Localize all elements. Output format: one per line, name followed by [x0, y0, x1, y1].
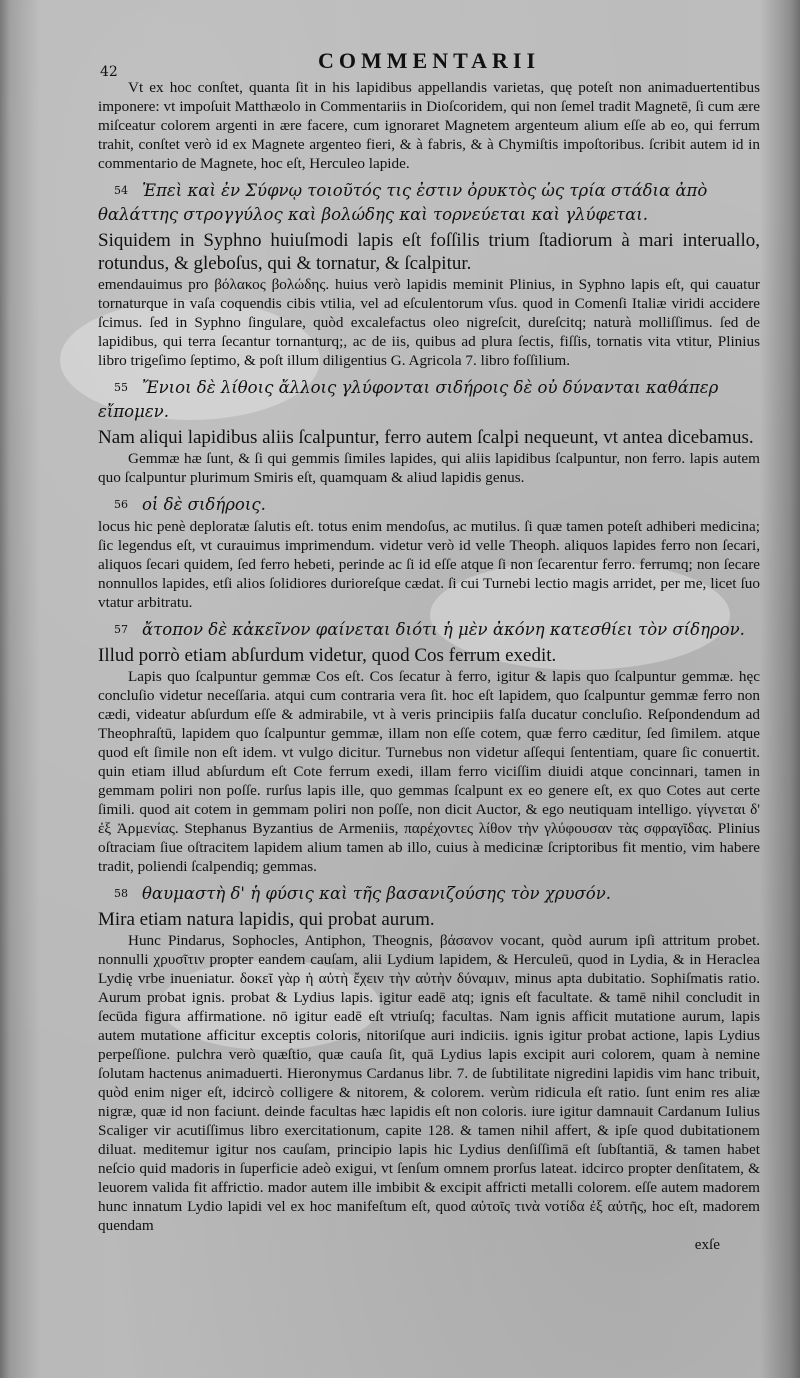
commentary-paragraph: Lapis quo ſcalpuntur gemmæ Cos eſt. Cos ſecatur à ferro, igitur & lapis quo ſcalpuntur gemmæ. hęc concluſio videtur neceſſaria. atqui cum contraria vera ſit. hoc eſt lapidem, quo ſcalpuntur gemmæ ferro non cædi, videatur abſurdum eſſe & admirabile, vt à veris principiis falſa ducatur concluſio. Reſpondendum ad Theophraſtū, lapidem quo ſcalpuntur gemmæ, illam non eſſe cotem, quæ ferro cæditur, ſed ſimilem. atque quod eſt ſimile non eſt idem. vt vulgo dicitur. Turnebus non videtur aſſequi ſententiam, quare ſic conuertit. quin etiam illud abſurdum eſt Cote ferrum exedi, illam ferro viciſſim diuidi atque concinnari, tamen in gemmam poliri non poſſe. rurſus lapis ille, quo gemmas ſcalpunt ex eo genere eſt, ex quo Cotes aut certe ſimili. quod ait cotem in gemmam poliri non poſſe, non dicit Auctor, & ego neutiquam intelligo. γίγνεται δ' ἐξ Ἀρμενίας. Stephanus Byzantius de Armeniis, παρέχοντες λίθον τὴν γλύφουσαν τὰς σφραγῖδας. Plinius oſtraciam ſiue oſtracitem lapidem alium tamen ab illo, cuius à medicinæ ſcriptoribus fit mentio, vim habere tradit, poliendi ſcalpendiq; gemmas.	[98, 668, 760, 875]
note-number: 56	[114, 498, 128, 511]
running-head: COMMENTARII	[317, 48, 541, 73]
commentary-paragraph: emendauimus pro βόλακος βολώδης. huius verò lapidis meminit Plinius, in Syphno lapis eſt, qui cauatur tornaturque in vaſa coquendis cibis vtilia, vel ad eſculentorum vſus. quod in Comenſi Italiæ viridi accidere ſcimus. ſed in Syphno ſingulare, quòd excalefactus oleo nigreſcit, dureſcitq; naturà molliſſimus. ſed de lapidibus, qui terra ſecantur tornanturq;, ac de iis, quibus ad plura ſectis, fiſſis, tornatis vita vtitur, Plinius libro trigeſimo ſeptimo, & poſt illum diligentius G. Agricola 7. libro foſſilium.	[98, 276, 760, 369]
greek-text: Ἐπεὶ καὶ ἐν Σύφνῳ τοιοῦτός τις ἐστιν ὀρυκτὸς ὡς τρία στάδια ἀπὸ θαλάττης στρογγύλος καὶ βολώδης καὶ τορνεύεται καὶ γλύφεται.	[98, 181, 708, 224]
latin-translation: Nam aliqui lapidibus aliis ſcalpuntur, ferro autem ſcalpi nequeunt, vt antea dicebamus.	[98, 427, 754, 448]
greek-lemma	[98, 376, 760, 424]
commentary-paragraph: Vt ex hoc conſtet, quanta ſit in his lapidibus appellandis varietas, quę poteſt non animaduertentibus imponere: vt impoſuit Matthæolo in Commentariis in Dioſcoridem, qui non ſemel tradit Magnetē, ſi cum ære miſceatur colorem argenti in ære facere, cum ignoraret Magnetem argenteum alium eſſe ab eo, qui ferrum trahit, conſtet verò id ex Magnete argenteo fieri, & à fabris, & à Chymiſtis impoſtoribus. ſcribit autem id in commentario de Magnete, hoc eſt, Herculeo lapide.	[98, 79, 760, 172]
greek-lemma	[98, 179, 760, 227]
greek-lemma	[98, 882, 760, 906]
note-number: 55	[114, 381, 128, 394]
commentary-paragraph: Gemmæ hæ ſunt, & ſi qui gemmis ſimiles lapides, qui aliis lapidibus ſcalpuntur, non ferro. lapis autem quo ſcalpuntur plurimum Smiris eſt, quamquam & aliud lapidis genus.	[98, 450, 760, 486]
note-number: 57	[114, 623, 128, 636]
greek-lemma	[98, 493, 760, 517]
page-header	[98, 48, 760, 78]
commentary-paragraph: locus hic penè deploratæ ſalutis eſt. totus enim mendoſus, ac mutilus. ſi quæ tamen poteſt adhiberi medicina; ſic legendus eſt, vt curauimus imprimendum. videtur verò id velle Theoph. aliquos lapides ferro non ſecari, aliquos ſecari quidem, ſed ferro hebeti, perinde ac ſi id eſſe atque ſi non ſecarentur ferro. ferrumq; non ſecare nonnullos lapides, etſi alios ſolidiores durioreſque cædat. ſi cui Turnebi lectio magis arridet, per me, licet ſuo vtatur arbitratu.	[98, 518, 760, 611]
greek-text: θαυμαστὴ δ' ἡ φύσις καὶ τῆς βασανιζούσης τὸν χρυσόν.	[142, 884, 611, 903]
greek-text: οἱ δὲ σιδήροις.	[142, 495, 266, 514]
latin-translation: Mira etiam natura lapidis, qui probat aurum.	[98, 909, 435, 930]
catchword: exſe	[694, 1236, 720, 1253]
text-block	[98, 48, 760, 1254]
greek-text: Ἔνιοι δὲ λίθοις ἄλλοις γλύφονται σιδήροις δὲ οὐ δύνανται καθάπερ εἴπομεν.	[98, 378, 719, 421]
greek-lemma	[98, 618, 760, 642]
greek-text: ἄτοπον δὲ κἀκεῖνον φαίνεται διότι ἡ μὲν ἀκόνη κατεσθίει τὸν σίδηρον.	[142, 620, 745, 639]
latin-translation: Illud porrò etiam abſurdum videtur, quod Cos ferrum exedit.	[98, 645, 557, 666]
note-number: 54	[114, 184, 128, 197]
page-number: 42	[100, 64, 118, 80]
latin-translation: Siquidem in Syphno huiuſmodi lapis eſt foſſilis trium ſtadiorum à mari interuallo, rotundus, & gleboſus, qui & tornatur, & ſcalpitur.	[98, 230, 760, 274]
note-number: 58	[114, 887, 128, 900]
commentary-paragraph: Hunc Pindarus, Sophocles, Antiphon, Theognis, βάσανον vocant, quòd aurum ipſi attritum probet. nonnulli χρυσῖτιν propter eandem cauſam, alii Lydium lapidem, & Herculeū, quod in Lydia, & in Heraclea Lydię vrbe inueniatur. δοκεῖ γὰρ ἡ αὐτὴ ἔχειν τὴν αὐτὴν δύναμιν, minus apta dubitatio. Sophiſmatis ratio. Aurum probat ignis. probat & Lydius lapis. igitur eadē atq; ignis eſt facultate. & tamē nihil concludit in ſecūda figura affirmatione. nō igitur eadē eſt vtriuſq; facultas. Nam ignis afficit mutatione aurum, lapis autem mutatione afficitur exceptis coloris, nitoriſque auri indiciis. ignis igitur probat actione, lapis Lydius perpeſſione. pulchra verò quæſtio, quæ cauſa ſit, quā Lydius lapis excipit auri colorem, quam à nemine ſolutam hactenus animaduerti. Hieronymus Cardanus libr. 7. de ſubtilitate nigredini lapidis vim hanc tribuit, quòd enim niger eſt, idcircò colligere & nitorem, & colorem. verùm ridicula eſt ratio. ſunt enim res aliæ nigræ, quæ id non faciunt. deinde facultas hæc lapidis eſt non coloris. iure igitur damnauit Cardanum Iulius Scaliger vir acutiſſimus libro exercitationum, capite 128. & tamen nihil affert, & ipſe quod dubitationem diluat. meditemur igitur nos cauſam, principio lapis hic Lydius denſiſſimā eſt ſubſtantiā, & tamen habet neſcio quid madoris in ſuperficie adeò exigui, vt ſenſum omnem prorſus lateat. idcirco propter denſitatem, & leuorem valida fit affrictio. mador autem ille imbibit & excipit affricti metalli colorem. eſſe autem madorem hunc innatum Lydio lapidi vel ex hoc manifeſtum eſt, quod αὐτοῖς τινὰ νοτίδα ἐξ αὐτῆς, hoc eſt, madorem quendam	[98, 932, 760, 1234]
